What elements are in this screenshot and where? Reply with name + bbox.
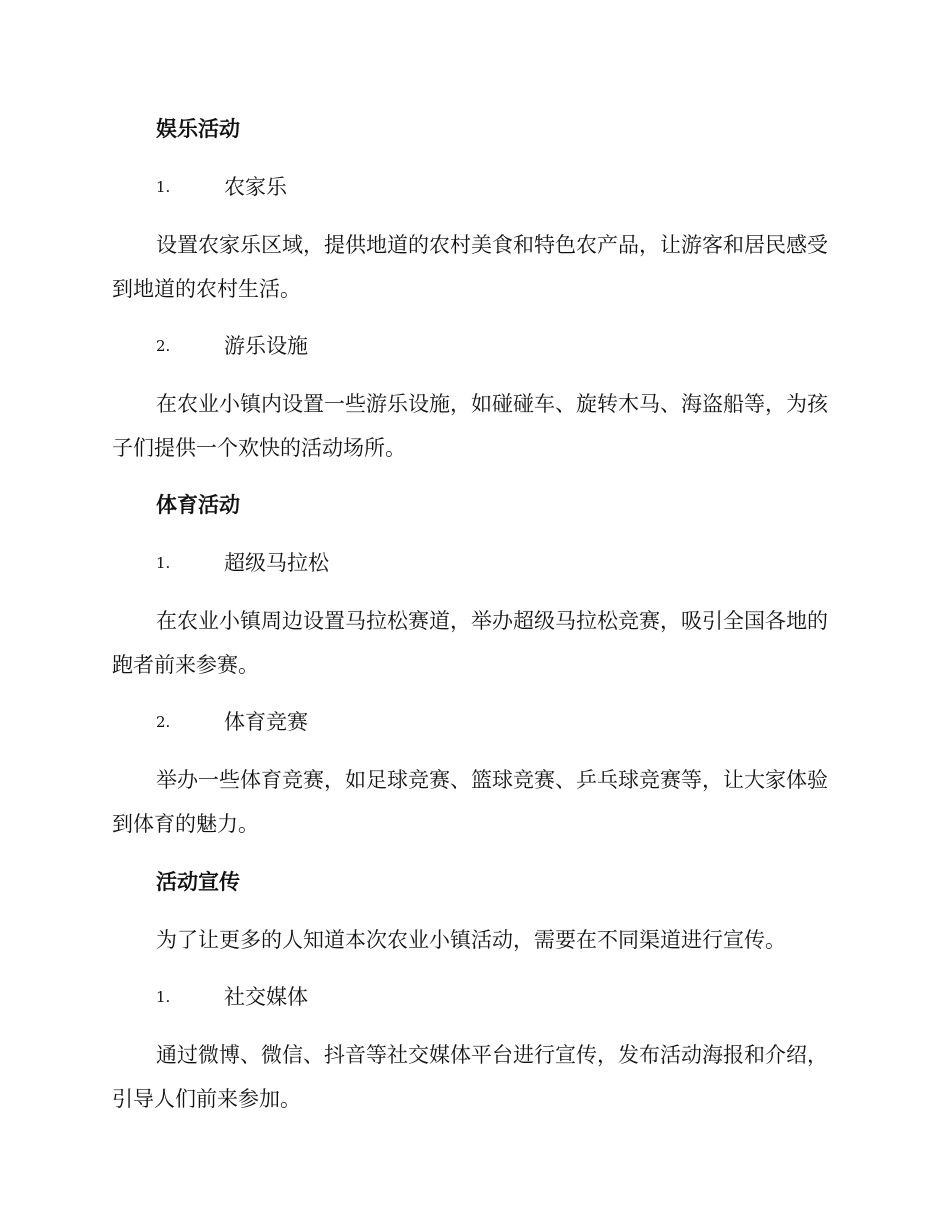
section-heading: 体育活动 (156, 493, 240, 517)
paragraph: 为了让更多的人知道本次农业小镇活动，需要在不同渠道进行宣传。 (156, 928, 786, 952)
paragraph: 通过微博、微信、抖音等社交媒体平台进行宣传，发布活动海报和介绍，引导人们前来参加。 (112, 1043, 828, 1111)
section-heading: 娱乐活动 (156, 117, 240, 141)
section-heading: 活动宣传 (156, 870, 240, 894)
paragraph: 在农业小镇周边设置马拉松赛道，举办超级马拉松竞赛，吸引全国各地的跑者前来参赛。 (112, 609, 828, 677)
list-item-number: 1. (156, 988, 171, 1006)
list-item-title: 社交媒体 (224, 985, 308, 1009)
list-item-title: 农家乐 (224, 175, 287, 199)
paragraph: 设置农家乐区域，提供地道的农村美食和特色农产品，让游客和居民感受到地道的农村生活。 (112, 233, 828, 301)
list-item-number: 2. (156, 337, 171, 355)
list-item-number: 1. (156, 554, 171, 572)
list-item-title: 游乐设施 (224, 334, 308, 358)
list-item-title: 体育竞赛 (224, 710, 308, 734)
list-item-number: 2. (156, 713, 171, 731)
paragraph: 在农业小镇内设置一些游乐设施，如碰碰车、旋转木马、海盗船等，为孩子们提供一个欢快的活动场所。 (112, 392, 828, 460)
list-item-title: 超级马拉松 (224, 551, 329, 575)
paragraph: 举办一些体育竞赛，如足球竞赛、篮球竞赛、乒乓球竞赛等，让大家体验到体育的魅力。 (112, 768, 828, 836)
list-item-number: 1. (156, 178, 171, 196)
